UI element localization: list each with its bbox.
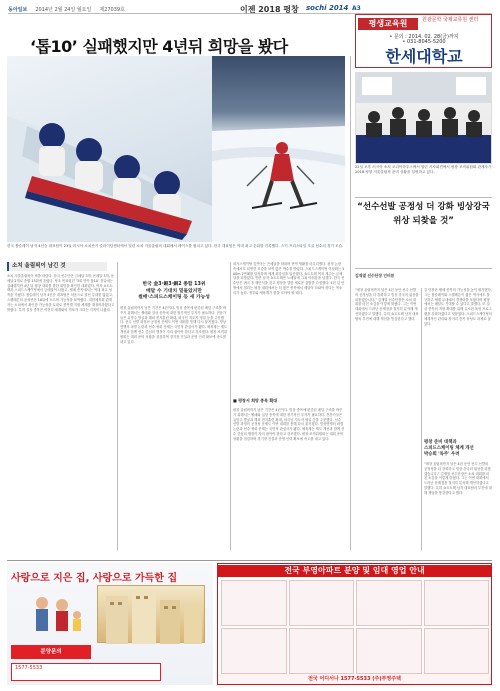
page-header [8, 4, 492, 14]
housing-ad-footer: 전국 어디서나 1577-5533 (주)부영주택 [218, 674, 491, 684]
interview-subheading: 평창 준비 대책과 스피드스케이팅 체계 개선 박승희 '독주' 우려 [424, 440, 474, 457]
meeting-illustration [356, 73, 492, 164]
column-divider [117, 262, 118, 550]
skier-illustration [212, 56, 345, 242]
section-subhead: 소치 올림픽이 남긴 것 [7, 262, 107, 271]
article-column-3b: 평창 올림픽까지 남은 기간은 4년이다. 빙상 종목에 편중된 메달 구조를 바꾸기 위해서는 썰매와 설상 종목에 대한 장기적인 투자가 필요하다. 전문가들은 유망주 발굴과 해외 전지훈련 확대, 외국인 지도자 영입 등을 주문했다. 선수 선발 과정의 공정성 문제도 이번 대회를 통해 다시 불거졌다. 빙상연맹의 파벌 논란과 선수 귀화 문제는 국민적 관심사가 됐다. 체육계는 제도 개선과 함께 선수 중심의 행정이 자리 잡아야 한다고 강조했다. 평창 조직위원회는 대회 준비 상황을 점검하며 경기장 건설과 운영 인력 확보에 속도를 내고 있다. [233, 408, 345, 441]
press-conference-photo [355, 72, 492, 164]
article-column-1: 소치 겨울올림픽이 막을 내렸다. 한국 선수단은 금메달 3개, 은메달 3개, 동메달 2개로 종합 13위에 올랐다. 당초 목표였던 ‘3회 연속 톱10’ 진입에는 실패했지만 4년 뒤 평창 대회를 향한 희망을 확인한 대회였다. 여자 쇼트트랙과 스피드스케이팅에서 금메달이 나왔고, 썰매 종목에서는 역대 최고 성적을 거뒀다. 봅슬레이 남자 4인승 대표팀은 처음으로 결선 무대를 밟았고, 스켈레톤의 윤성빈은 16위에 오르며 가능성을 보여줬다. 대한체육회 관계자는 소치에서 확인한 가능성을 토대로 종목별 지원 체계를 재정비하겠다고 밝혔다. 특히 설상 종목은 여전히 세계와의 격차가 크다는 지적이 나왔다. [7, 274, 115, 312]
listing-cell [424, 628, 490, 674]
sochi-logo: sochi 2014 [306, 4, 349, 12]
housing-ad-title: 전국 부영아파트 분양 및 임대 영업 안내 [218, 565, 491, 577]
apartment-ad[interactable] [7, 563, 213, 685]
listing-cell [221, 580, 287, 626]
university-ad[interactable] [355, 14, 492, 68]
ad-brand: 평생교육원 [358, 18, 418, 30]
housing-ad-grid [221, 580, 489, 674]
paper-name: 동아일보 [8, 7, 28, 13]
bobsled-photo [7, 56, 212, 242]
bottom-advertisement [7, 560, 492, 684]
interview-column-2: 김 단장은 썰매 종목의 가능성을 높이 평가했다. 그는 봅슬레이와 스켈레톤이 짧은 역사에도 불구하고 세계 무대에서 경쟁력을 보였다며 평창에서는 메달도 기대할 수 있다고 말했다. 또 설상 종목의 저변 확대를 위해 유소년 육성 프로그램을 강화하겠다고 덧붙였다. 스피드스케이팅의 체계적인 관리와 장거리 종목 육성도 과제로 꼽았다. [424, 288, 492, 326]
article-column-2: 평창 올림픽까지 남은 기간은 4년이다. 빙상 종목에 편중된 메달 구조를 바꾸기 위해서는 썰매와 설상 종목에 대한 장기적인 투자가 필요하다. 전문가들은 유망주 발굴과 해외 전지훈련 확대, 외국인 지도자 영입 등을 주문했다. 선수 선발 과정의 공정성 문제도 이번 대회를 통해 다시 불거졌다. 빙상연맹의 파벌 논란과 선수 귀화 문제는 국민적 관심사가 됐다. 체육계는 제도 개선과 함께 선수 중심의 행정이 자리 잡아야 한다고 강조했다. 평창 조직위원회는 대회 준비 상황을 점검하며 경기장 건설과 운영 인력 확보에 속도를 내고 있다. [120, 306, 228, 344]
bobsled-illustration [7, 56, 212, 242]
article-column-3: 피겨스케이팅 김연아는 은메달을 따내며 현역 생활을 마무리했다. 판정 논란 속에서도 의연한 모습을 보여 많은 박수를 받았다. 스피드스케이팅 이상화는 500m 2연패를 달성하며 세계 최강임을 입증했다. 쇼트트랙 여자 계주는 금메달을 되찾았다. 반면 남자 쇼트트랙은 노메달에 그쳐 아쉬움을 남겼다. 한국 선수단은 귀국 후 해단식을 갖고 평창을 향한 새로운 출발을 다짐했다. 4년 뒤 안방에서 열리는 평창 대회에서는 더 많은 종목에서 메달이 나와야 한다는 목소리가 높다. 정부와 체육계가 힘을 모아야 할 때다. [233, 262, 345, 295]
family-illustration [27, 593, 87, 643]
header-left [8, 6, 125, 13]
right-photo-caption: 22일 오후 러시아 소치 코리아하우스에서 열린 기자회견에서 평창 조직위원회 관계자가 2018 평창 겨울올림픽 준비 상황을 설명하고 있다. [355, 165, 492, 174]
article-pull-quote: 한국 金3·銀3·銅2 종합 13위 메달 수 기대치 밑돌았지만 썰매·스피드스케이팅 등 새 가능성 [138, 282, 210, 300]
listing-cell [356, 580, 422, 626]
article-subheading: ■ 평창서 희망 종목 확대 [233, 398, 278, 403]
paper-edition: 제27039호 [99, 7, 125, 13]
page-number: A3 [352, 5, 361, 12]
apartment-ad-ribbon: 분양문의 [11, 645, 91, 659]
ad-line-1: • 문의 : 2014. 02. 28(금)까지 [389, 34, 459, 40]
interview-byline: 김재열 선수단장 인터뷰 [355, 273, 395, 278]
listing-cell [289, 580, 355, 626]
apartment-ad-phone: 1577-5533 [11, 663, 161, 681]
apartment-ad-slogan: 사랑으로 지은 집, 사랑으로 가득한 집 [11, 573, 178, 584]
ad-school-name: 한세대학교 [385, 47, 463, 66]
listing-cell [221, 628, 287, 674]
column-divider [421, 288, 422, 550]
quote-rule-bottom [355, 268, 492, 269]
paper-date: 2014년 2월 24일 월요일 [35, 7, 92, 13]
listing-cell [356, 628, 422, 674]
interview-quote-headline: “선수선발 공정성 더 강화 빙상강국 위상 되찾을 것” [357, 202, 490, 226]
interview-column-1: “평창 올림픽까지 남은 4년 동안 선수 선발의 공정성을 더 강화하고 빙상 강국의 위상을 되찾겠습니다.” 김재열 선수단장은 소치 대회를 마친 소감을 이렇게 밝혔다. 그는 이번 대회에서 드러난 문제점을 철저히 분석해 개선하겠다고 말했다. 특히 쇼트트랙 남자 대표팀의 부진에 대해 책임을 통감한다고 했다. [355, 288, 419, 321]
building-illustration [98, 586, 206, 644]
column-divider [350, 56, 351, 550]
column-divider [230, 262, 231, 550]
quote-rule-top [355, 197, 492, 198]
interview-column-3: “평창 올림픽까지 남은 4년 동안 선수 선발의 공정성을 더 강화하고 빙상 강국의 위상을 되찾겠습니다.” 김재열 선수단장은 소치 대회를 마친 소감을 이렇게 밝혔다. 그는 이번 대회에서 드러난 문제점을 철저히 분석해 개선하겠다고 말했다. 특히 쇼트트랙 남자 대표팀의 부진에 대해 책임을 통감한다고 했다. [424, 462, 492, 495]
listing-cell [289, 628, 355, 674]
listing-cell [424, 580, 490, 626]
skier-photo [212, 56, 345, 242]
section-title: 이젠 2018 평창 [240, 5, 299, 14]
ad-line-2: • 031-8045-5200 [402, 39, 446, 45]
main-headline: ‘톱10’ 실패했지만 4년뒤 희망을 봤다 [30, 37, 288, 56]
main-photo-caption: 한국 봅슬레이 남자 4인승 대표팀이 23일 러시아 소치산키 슬라이딩센터에서 열린 소치 겨울올림픽 대회에서 레이스를 펼치고 있다. 한국 대표팀은 역대 최고 순위를 기록했다. 스키 프리스타일 모굴 선수의 경기 모습. [7, 244, 344, 248]
apartment-building-image [97, 585, 205, 643]
ad-subtitle: 원광문학 국제교류원 센터 [422, 17, 479, 23]
housing-listing-ad[interactable] [217, 563, 492, 685]
